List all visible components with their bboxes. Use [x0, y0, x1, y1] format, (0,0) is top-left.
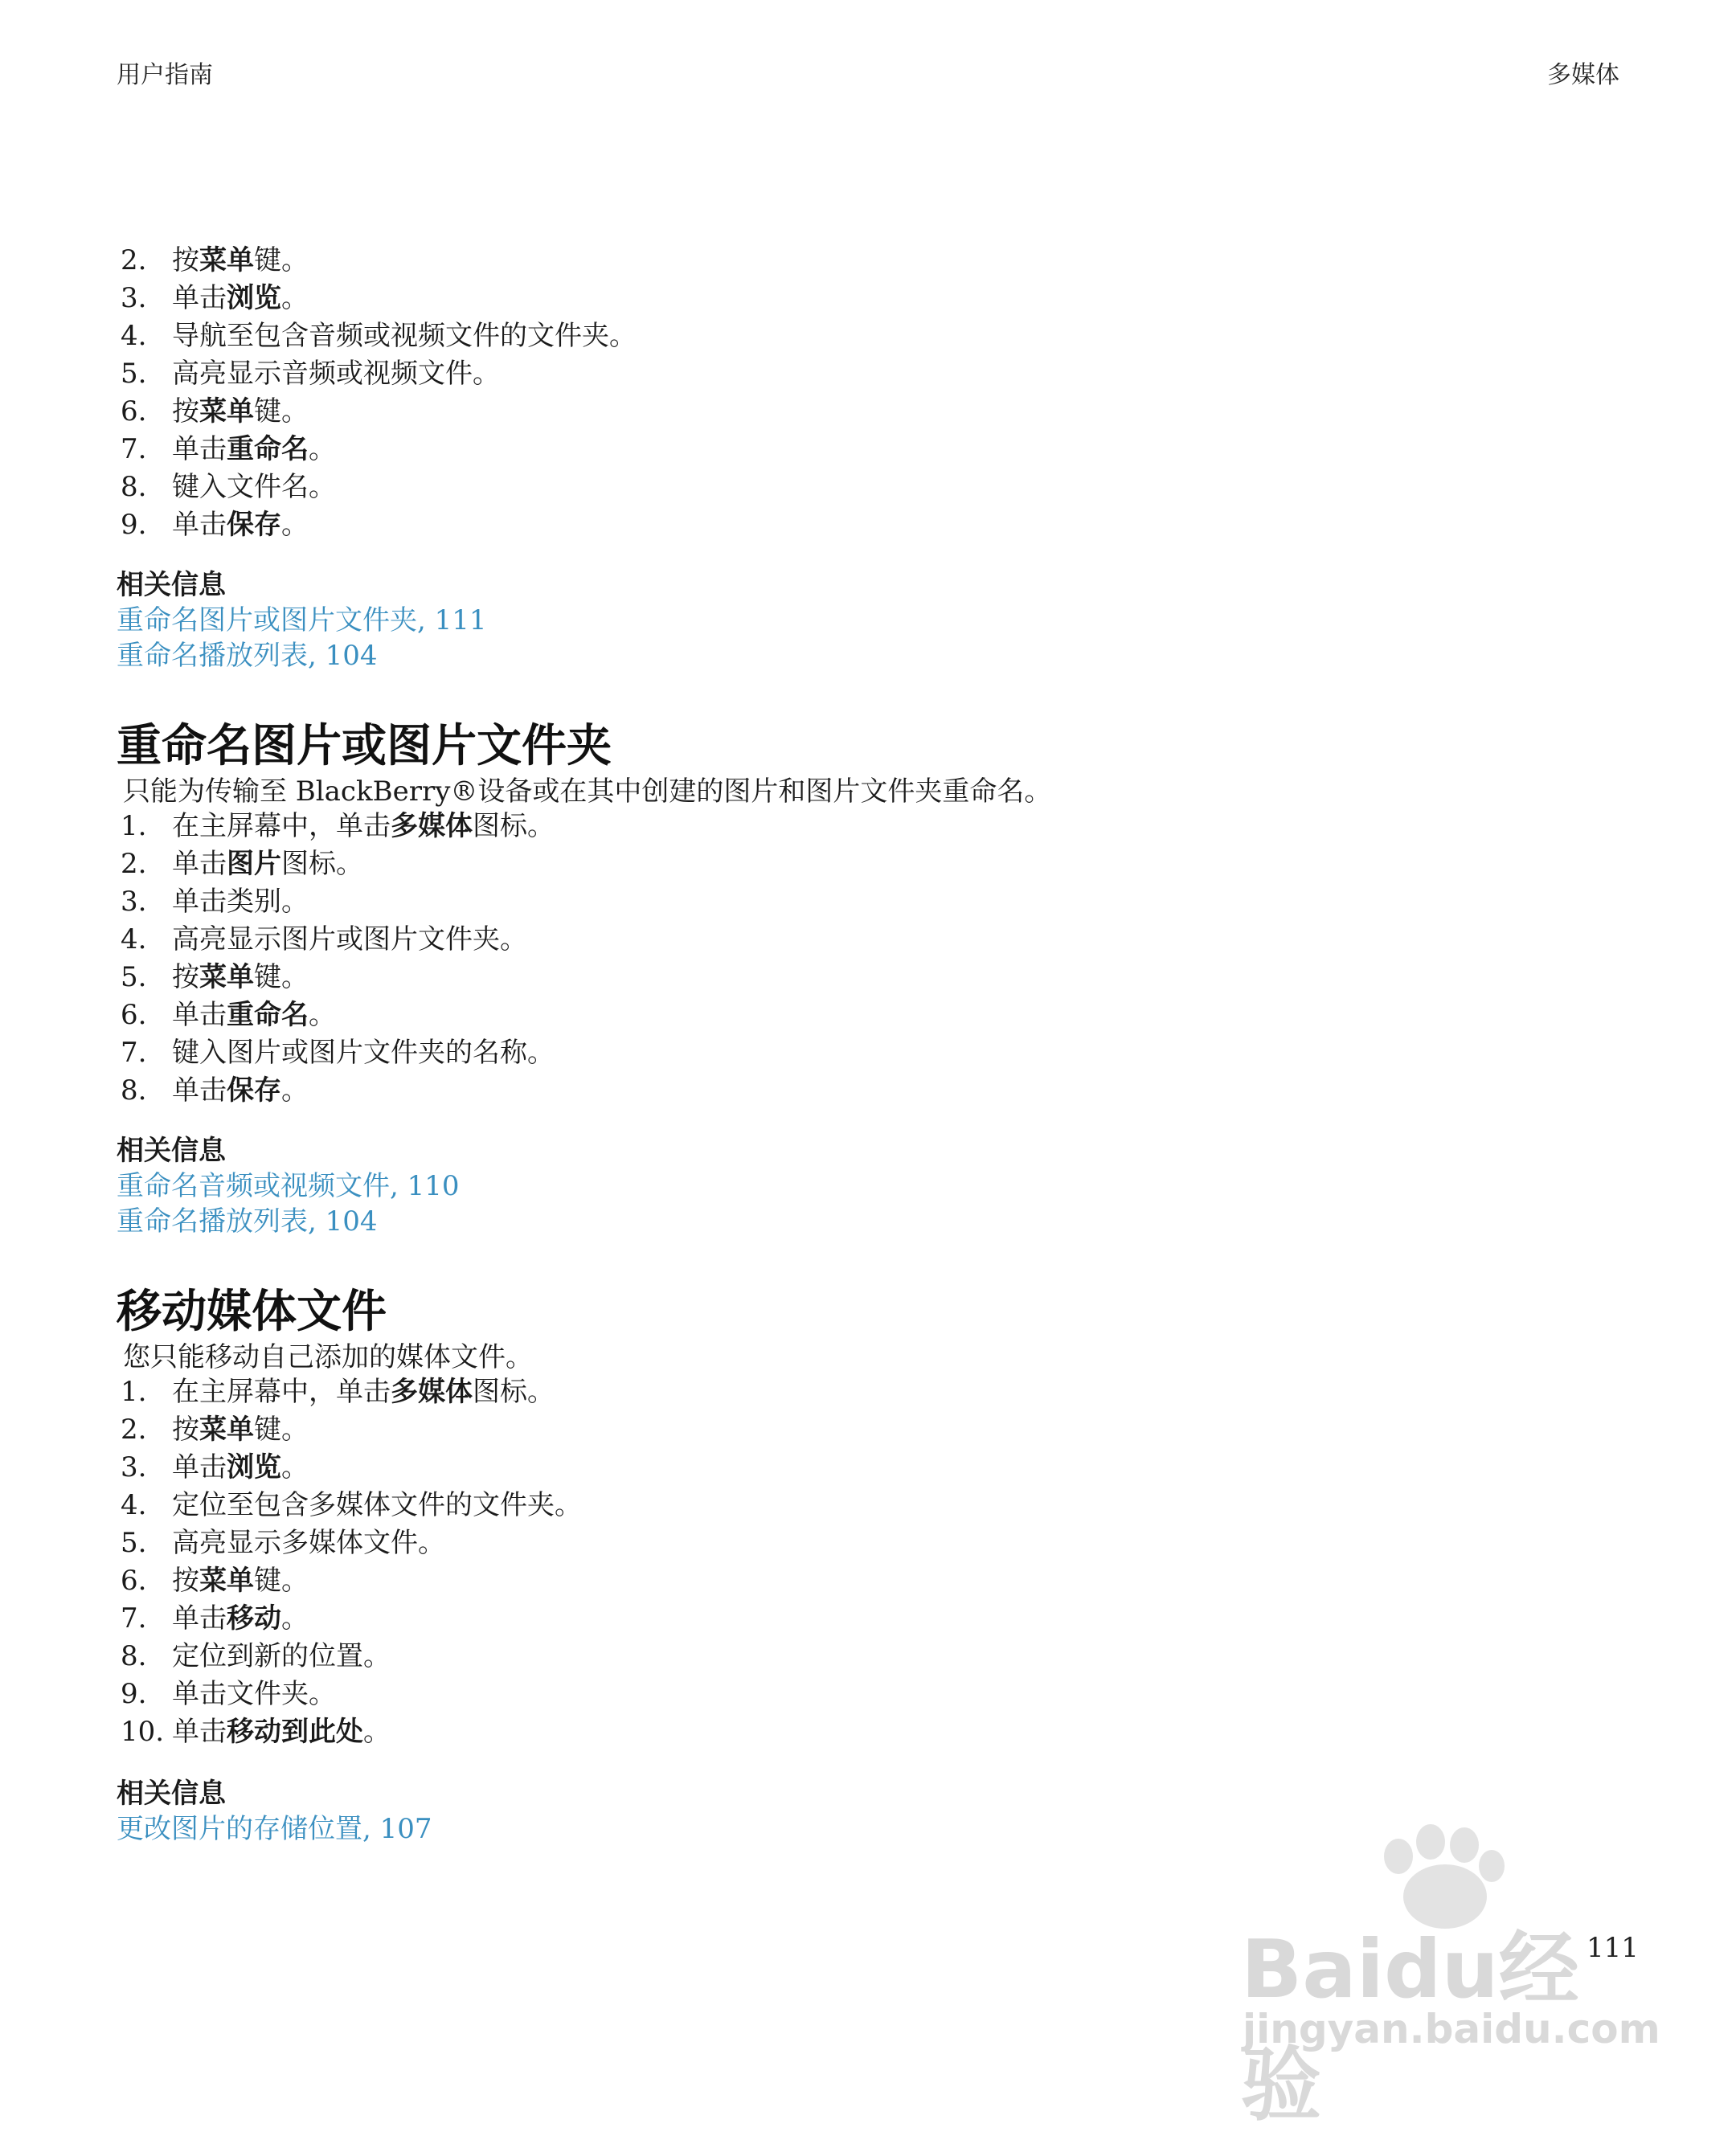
step-number: 8.: [121, 1640, 147, 1672]
step-text: 单击文件夹。: [172, 1678, 336, 1710]
step-ui-term: 图片: [227, 848, 281, 880]
step-text: 按: [172, 1565, 199, 1597]
step-number: 2.: [121, 1414, 147, 1446]
step-text: 按: [172, 1414, 199, 1446]
section3-related-heading: 相关信息: [117, 1778, 226, 1810]
step-text: 按: [172, 244, 199, 276]
section1-related-link-1[interactable]: 重命名图片或图片文件夹, 111: [117, 604, 487, 636]
step-item: [121, 1525, 445, 1561]
step-item: [121, 1563, 309, 1598]
section2-related-link-2[interactable]: 重命名播放列表, 104: [117, 1205, 378, 1238]
running-header-right: 多媒体: [1547, 61, 1619, 89]
step-item: [121, 1639, 391, 1674]
section3-related-link-1[interactable]: 更改图片的存储位置, 107: [117, 1813, 432, 1845]
watermark-brand: Baidu经验: [1241, 1922, 1579, 2132]
step-number: 2.: [121, 848, 147, 880]
step-ui-term: 移动到此处: [227, 1716, 363, 1748]
watermark-url: jingyan.baidu.com: [1243, 2006, 1660, 2052]
step-item: [121, 469, 336, 505]
step-item: [121, 394, 309, 429]
section2-related-link-1[interactable]: 重命名音频或视频文件, 110: [117, 1170, 460, 1202]
step-text-end: 键。: [254, 1565, 309, 1597]
step-text: 按: [172, 395, 199, 428]
step-ui-term: 菜单: [199, 961, 254, 993]
step-number: 9.: [121, 509, 147, 541]
step-text-end: 。: [281, 1602, 309, 1635]
step-item: [121, 922, 527, 957]
step-number: 8.: [121, 471, 147, 503]
step-item: [121, 432, 336, 467]
step-item: [121, 1714, 391, 1749]
step-text-end: 键。: [254, 244, 309, 276]
step-text-end: 。: [281, 1074, 309, 1107]
section3-intro: 您只能移动自己添加的媒体文件。: [123, 1341, 533, 1373]
section1-related-link-2[interactable]: 重命名播放列表, 104: [117, 640, 378, 672]
step-item: [121, 1487, 582, 1523]
step-number: 4.: [121, 1489, 147, 1521]
step-item: [121, 280, 309, 316]
step-text-end: 。: [309, 999, 336, 1031]
step-ui-term: 重命名: [227, 999, 309, 1031]
step-number: 9.: [121, 1678, 147, 1710]
step-text-end: 图标。: [473, 1376, 555, 1408]
page-number: 111: [1587, 1932, 1639, 1964]
step-text-end: 图标。: [281, 848, 363, 880]
step-text-end: 图标。: [473, 810, 555, 842]
step-text-end: 。: [309, 433, 336, 465]
step-number: 3.: [121, 282, 147, 314]
step-item: [121, 884, 309, 919]
step-text: 定位至包含多媒体文件的文件夹。: [172, 1489, 582, 1521]
section3-title: 移动媒体文件: [117, 1286, 387, 1338]
step-number: 3.: [121, 1451, 147, 1483]
step-number: 2.: [121, 244, 147, 276]
step-number: 5.: [121, 961, 147, 993]
step-text: 单击: [172, 282, 227, 314]
step-item: [121, 356, 500, 391]
step-text: 高亮显示音频或视频文件。: [172, 358, 500, 390]
step-text-end: 。: [281, 282, 309, 314]
step-text-end: 键。: [254, 1414, 309, 1446]
step-text: 高亮显示多媒体文件。: [172, 1527, 445, 1559]
step-ui-term: 重命名: [227, 433, 309, 465]
step-number: 4.: [121, 923, 147, 955]
step-text: 单击: [172, 999, 227, 1031]
step-number: 5.: [121, 1527, 147, 1559]
step-number: 5.: [121, 358, 147, 390]
step-item: [121, 1450, 309, 1485]
step-text: 单击: [172, 1074, 227, 1107]
step-text: 单击: [172, 1602, 227, 1635]
step-text-end: 键。: [254, 395, 309, 428]
step-text: 单击: [172, 433, 227, 465]
step-text: 单击: [172, 1451, 227, 1483]
step-item: [121, 960, 309, 995]
step-item: [121, 808, 555, 844]
step-item: [121, 318, 637, 354]
step-number: 7.: [121, 1037, 147, 1069]
step-text: 在主屏幕中，单击: [172, 1376, 391, 1408]
step-number: 6.: [121, 395, 147, 428]
step-text: 高亮显示图片或图片文件夹。: [172, 923, 527, 955]
step-text: 单击: [172, 1716, 227, 1748]
step-number: 7.: [121, 433, 147, 465]
step-ui-term: 保存: [227, 509, 281, 541]
running-header-left: 用户指南: [117, 61, 213, 89]
step-ui-term: 菜单: [199, 244, 254, 276]
step-number: 1.: [121, 1376, 147, 1408]
step-text: 单击: [172, 509, 227, 541]
section2-intro: 只能为传输至 BlackBerry®设备或在其中创建的图片和图片文件夹重命名。: [123, 775, 1052, 808]
step-text-end: 键。: [254, 961, 309, 993]
section2-title: 重命名图片或图片文件夹: [117, 720, 612, 772]
step-item: [121, 1601, 309, 1636]
step-item: [121, 243, 309, 278]
step-number: 7.: [121, 1602, 147, 1635]
section2-related-heading: 相关信息: [117, 1135, 226, 1167]
step-number: 10.: [121, 1716, 165, 1748]
step-text: 导航至包含音频或视频文件的文件夹。: [172, 320, 637, 352]
step-text: 单击类别。: [172, 886, 309, 918]
step-ui-term: 多媒体: [391, 810, 473, 842]
step-ui-term: 浏览: [227, 282, 281, 314]
step-text: 定位到新的位置。: [172, 1640, 391, 1672]
step-text: 按: [172, 961, 199, 993]
step-text-end: 。: [281, 1451, 309, 1483]
step-ui-term: 菜单: [199, 1565, 254, 1597]
step-item: [121, 846, 363, 882]
step-text: 在主屏幕中，单击: [172, 810, 391, 842]
step-ui-term: 保存: [227, 1074, 281, 1107]
step-text: 键入文件名。: [172, 471, 336, 503]
step-text: 单击: [172, 848, 227, 880]
step-item: [121, 507, 309, 542]
step-item: [121, 1374, 555, 1410]
step-text: 键入图片或图片文件夹的名称。: [172, 1037, 555, 1069]
step-number: 4.: [121, 320, 147, 352]
step-number: 3.: [121, 886, 147, 918]
step-item: [121, 1412, 309, 1447]
step-item: [121, 997, 336, 1033]
step-number: 6.: [121, 1565, 147, 1597]
step-number: 6.: [121, 999, 147, 1031]
step-ui-term: 菜单: [199, 395, 254, 428]
step-text-end: 。: [363, 1716, 391, 1748]
step-ui-term: 多媒体: [391, 1376, 473, 1408]
step-ui-term: 浏览: [227, 1451, 281, 1483]
step-item: [121, 1073, 309, 1108]
step-text-end: 。: [281, 509, 309, 541]
step-ui-term: 菜单: [199, 1414, 254, 1446]
step-number: 8.: [121, 1074, 147, 1107]
step-number: 1.: [121, 810, 147, 842]
section1-related-heading: 相关信息: [117, 569, 226, 601]
step-ui-term: 移动: [227, 1602, 281, 1635]
step-item: [121, 1035, 555, 1070]
step-item: [121, 1676, 336, 1712]
